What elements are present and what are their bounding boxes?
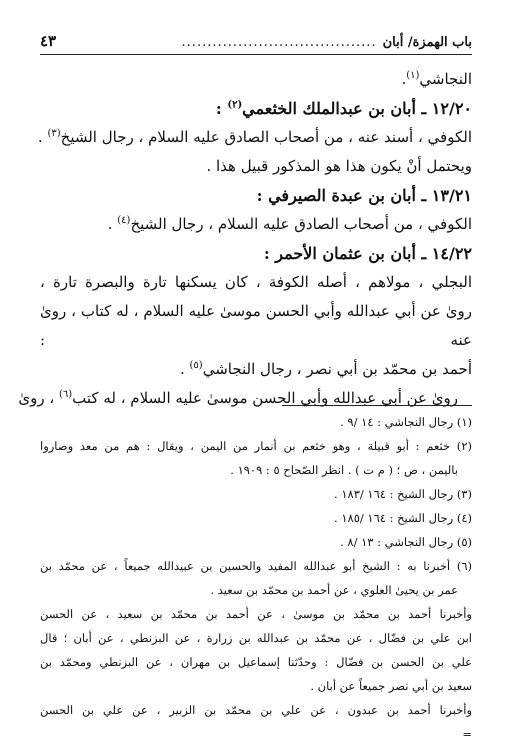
footnote-divider (282, 405, 472, 406)
running-header (40, 32, 472, 55)
main-text (18, 65, 472, 413)
footnote-2: (٢) خثعم : أبو قبيلة ، وهو خثعم بن أنمار من اليمن ، ويقال : هم من معد وصاروا (40, 439, 472, 453)
text-line: الكوفي ، أسند عنه ، من أصحاب الصادق عليه السلام ، رجال الشيخ$^{(٣)}$ . (37, 128, 472, 146)
text-line: روىٰ عن أبي عبدالله وأبي الحسن موسىٰ عليه السلام ، له كتب$^{(٦)}$ ، روىٰ (18, 389, 458, 407)
footnote-ref[interactable]: (٢) (227, 99, 243, 111)
footnote-1: (١) رجال النجاشي : ١٤ /٩ . (340, 415, 472, 429)
text-line: روىٰ عن أبي عبدالله وأبي الحسن موسىٰ عليه السلام ، له كتاب ، روىٰ عنه : (40, 302, 472, 349)
footnote-6-cont: علي بن الحسن بن فضّال : وحدّثنا إسماعيل بن مهران ، عن البزنطي ومحمّد بن (40, 655, 472, 669)
entry-heading-aban-ahmar: ١٤/٢٢ ـ أبان بن عثمان الأحمر : (263, 244, 472, 263)
footnote-ref[interactable]: (٤) (117, 215, 131, 226)
entry-heading-aban-sayrafi: ١٣/٢١ ـ أبان بن عبدة الصيرفي : (256, 186, 472, 205)
footnote-6-cont: وأخبرنا أحمد بن محمّد بن موسىٰ ، عن أحمد بن محمّد بن سعيد ، عن الحسن (40, 607, 472, 621)
footnote-ref[interactable]: (١) (406, 70, 420, 81)
footnote-2-cont: باليمن ، ص ؛ ( م ت ) . انظر الصّحاح ٥ : ١٩٠٩ . (230, 463, 458, 477)
footnote-6-cont: وأخبرنا أحمد بن عبدون ، عن علي بن محمّد بن الزبير ، عن علي بن الحسن (40, 703, 472, 717)
footnote-5: (٥) رجال النجاشي : ١٣ /٨ . (340, 535, 472, 549)
text-line: الكوفي ، من أصحاب الصادق عليه السلام ، رجال الشيخ$^{(٤)}$ . (107, 215, 472, 233)
text-line: النجاشي$^{(١)}$. (401, 70, 472, 88)
header-title: باب الهمزة/ أبان (382, 35, 472, 50)
footnote-ref[interactable]: (٣) (47, 128, 61, 139)
footnote-6: (٦) أخبرنا به : الشيخ أبو عبدالله المفيد والحسين بن عبيدالله جميعاً ، عن محمّد بن (40, 559, 472, 573)
text-line: أحمد بن محمّد بن أبي نصر ، رجال النجاشي$^{(٥)}$ . (179, 360, 472, 378)
footnote-4: (٤) رجال الشيخ : ١٦٤ /١٨٥ . (334, 511, 472, 525)
footnote-ref[interactable]: (٥) (189, 360, 203, 371)
footnotes (40, 405, 472, 746)
footnote-3: (٣) رجال الشيخ : ١٦٤ /١٨٣ . (334, 487, 472, 501)
footnote-6-cont: سعيد بن أبي نصر جميعاً عن أبان . (310, 679, 472, 693)
footnote-ref[interactable]: (٦) (58, 389, 73, 400)
footnote-6-cont: ابن علي بن فضّال ، عن محمّد بن عبدالله بن زرارة ، عن البزنطي ، عن أبان ؛ قال (40, 631, 472, 645)
header-leader-dots: ...................................... (181, 35, 377, 50)
footnote-continued-mark: = (462, 727, 472, 741)
text-line: البجلي ، مولاهم ، أصله الكوفة ، كان يسكنها تارة والبصرة تارة ، (40, 273, 472, 291)
footnote-6-cont: عمر بن يحيىٰ العلوي ، عن أحمد بن محمّد بن سعيد . (210, 583, 458, 597)
entry-heading-aban-khathami: ١٢/٢٠ ـ أبان بن عبدالملك الخثعمي$^{(٢)}$ : (215, 99, 472, 118)
text-line: ويحتمل أنْ يكون هذا هو المذكور قبيل هذا . (206, 157, 472, 175)
page-number: ٤٣ (40, 32, 57, 50)
